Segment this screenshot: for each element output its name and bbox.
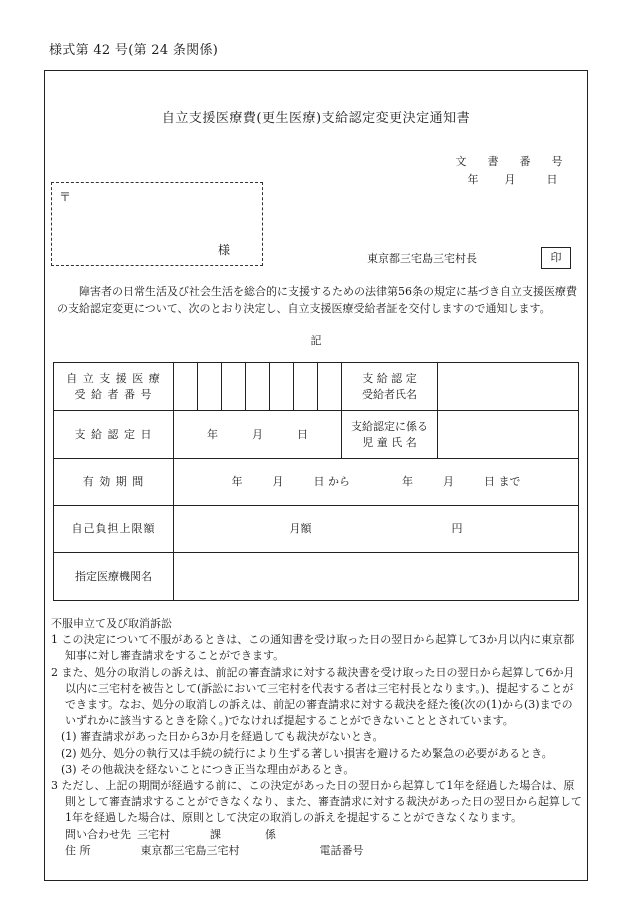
recipient-digit-cell (198, 363, 222, 411)
seal-box: 印 (541, 247, 571, 269)
recipient-address-box (51, 182, 263, 266)
recipient-digit-cell (174, 363, 198, 411)
child-name-label: 支給認定に係る 児 童 氏 名 (342, 411, 438, 459)
validity-period-value: 年 月 日 から 年 月 日 まで (174, 459, 579, 506)
beneficiary-name-value (438, 363, 579, 411)
document-title: 自立支援医療費(更生医療)支給認定変更決定通知書 (161, 111, 471, 126)
appeal-sub-1: (1) 審査請求があった日から3か月を経過しても裁決がないとき。 (61, 730, 384, 744)
address-line: 住 所 東京都三宅島三宅村 電話番号 (65, 843, 364, 857)
recipient-digit-cell (318, 363, 342, 411)
form-number-label: 様式第 42 号(第 24 条関係) (49, 43, 219, 58)
certification-date-value: 年 月 日 (174, 411, 342, 459)
table-row (54, 506, 579, 553)
child-name-value (438, 411, 579, 459)
ki-marker: 記 (310, 334, 322, 347)
recipient-number-label: 自 立 支 援 医 療 受 給 者 番 号 (54, 363, 174, 411)
issuer-name: 東京都三宅島三宅村長 (367, 252, 477, 265)
date-hi: 日 (546, 173, 558, 186)
doc-char-ban: 番 (519, 155, 531, 168)
validity-period-label: 有 効 期 間 (54, 459, 174, 506)
notice-frame (44, 70, 588, 881)
beneficiary-name-label: 支 給 認 定 受給者氏名 (342, 363, 438, 411)
notice-paragraph: 障害者の日常生活及び社会生活を総合的に支援するための法律第56条の規定に基づき自立支援医療費の支給認定変更について、次のとおり決定し、自立支援医療受給者証を交付しますので通知します。 (57, 285, 577, 315)
appeal-sub-2: (2) 処分、処分の執行又は手続の続行により生ずる著しい損害を避けるため緊急の必要があるとき。 (61, 746, 553, 760)
recipient-digit-cell (246, 363, 270, 411)
appeal-item-1: 1 この決定について不服があるときは、この通知書を受け取った日の翌日から起算して3か月以内に東京都知事に対し審査請求をすることができます。 (51, 633, 575, 663)
appeal-section (51, 616, 583, 859)
medical-institution-value (174, 553, 579, 601)
postal-mark: 〒 (59, 190, 72, 204)
appeal-item-2: 2 また、処分の取消しの訴えは、前記の審査請求に対する裁決書を受け取った日の翌日から起算して6か月以内に三宅村を被告として(訴訟において三宅村を代表する者は三宅村長となります。)、提起することができます。なお、処分の取消しの訴えは、前記の審査請求に対する裁決を経た後(次の(1)から(3)までのいずれかに該当するときを除く。)でなければ提起することができないこととされています。 (51, 665, 575, 728)
date-nen: 年 (467, 173, 479, 186)
appeal-heading: 不服申立て及び取消訴訟 (51, 617, 172, 630)
recipient-digit-cell (270, 363, 294, 411)
doc-char-go: 号 (551, 155, 563, 168)
table-row (54, 363, 579, 411)
table-row (54, 459, 579, 506)
copay-limit-label: 自己負担上限額 (54, 506, 174, 553)
certification-table (53, 362, 579, 601)
certification-date-label: 支 給 認 定 日 (54, 411, 174, 459)
copay-limit-value: 月額 円 (174, 506, 579, 553)
table-row (54, 411, 579, 459)
doc-char-bun: 文 (455, 155, 467, 168)
medical-institution-label: 指定医療機関名 (54, 553, 174, 601)
contact-line: 問い合わせ先 三宅村 課 係 (65, 827, 276, 841)
table-row (54, 553, 579, 601)
document-number-block (445, 153, 573, 189)
appeal-item-3: 3 ただし、上記の期間が経過する前に、この決定があった日の翌日から起算して1年を経過した場合は、原則として審査請求することができなくなり、また、審査請求に対する裁決があった日の翌日から起算して1年を経過した場合は、原則として決定の取消しの訴えを提起することができなくなります。 (51, 779, 582, 825)
date-tsuki: 月 (504, 173, 516, 186)
recipient-digit-cell (222, 363, 246, 411)
appeal-sub-3: (3) その他裁決を経ないことにつき正当な理由があるとき。 (61, 762, 355, 776)
recipient-digit-cell (294, 363, 318, 411)
honorific-sama: 様 (217, 243, 230, 257)
doc-char-sho: 書 (487, 155, 499, 168)
